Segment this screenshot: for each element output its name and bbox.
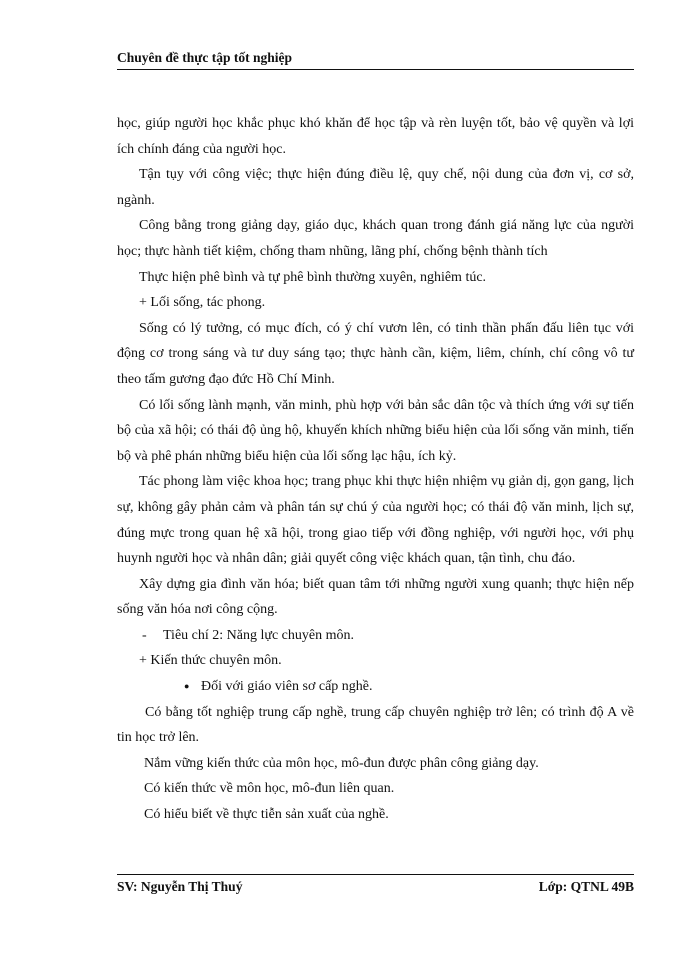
footer-rule — [117, 874, 634, 875]
footer-class: Lớp: QTNL 49B — [538, 879, 634, 894]
paragraph: Công bằng trong giảng dạy, giáo dục, khách quan trong đánh giá năng lực của người học; thực hành tiết kiệm, chống tham nhũng, lãng phí, chống bệnh thành tích — [117, 218, 634, 259]
criterion-text: Tiêu chí 2: Năng lực chuyên môn. — [163, 627, 354, 643]
paragraph: Có hiểu biết về thực tiễn sản xuất của nghề. — [144, 807, 389, 823]
bullet-line — [117, 674, 634, 700]
paragraph: học, giúp người học khắc phục khó khăn để học tập và rèn luyện tốt, bảo vệ quyền và lợi ích chính đáng của người học. — [117, 116, 634, 157]
footer-student: SV: Nguyễn Thị Thuý — [117, 879, 243, 894]
paragraph: Xây dựng gia đình văn hóa; biết quan tâm tới những người xung quanh; thực hiện nếp sống văn hóa nơi công cộng. — [117, 576, 634, 618]
subheading: + Lối sống, tác phong. — [139, 295, 266, 311]
header-rule — [117, 69, 634, 70]
dash-marker: - — [142, 627, 147, 643]
paragraph: Có bằng tốt nghiệp trung cấp nghề, trung cấp chuyên nghiệp trở lên; có trình độ A về tin học trở lên. — [117, 704, 634, 746]
paragraph: Nắm vững kiến thức của môn học, mô-đun được phân công giảng dạy. — [144, 755, 539, 771]
paragraph: Tác phong làm việc khoa học; trang phục khi thực hiện nhiệm vụ giản dị, gọn gang, lịch sự, không gây phản cảm và phân tán sự chú ý của người học; có thái độ văn minh, lịch sự, đúng mực trong quan hệ xã hội, trong giao tiếp với đồng nghiệp, với người học, với phụ huynh người học và nhân dân; giải quyết công việc khách quan, tận tình, chu đáo. — [117, 474, 634, 567]
paragraph: Có kiến thức về môn học, mô-đun liên quan. — [144, 781, 395, 797]
paragraph: Thực hiện phê bình và tự phê bình thường xuyên, nghiêm túc. — [139, 269, 487, 285]
bullet-icon: ● — [184, 681, 190, 692]
paragraph: Sống có lý tưởng, có mục đích, có ý chí vươn lên, có tinh thần phấn đấu liên tục với động cơ trong sáng và tư duy sáng tạo; thực hành cần, kiệm, liêm, chính, chí công vô tư theo tấm gương đạo đức Hồ Chí Minh. — [117, 320, 634, 387]
document-body — [117, 111, 634, 828]
page-header — [117, 50, 634, 66]
paragraph: Tận tụy với công việc; thực hiện đúng điều lệ, quy chế, nội dung của đơn vị, cơ sở, ngành. — [117, 167, 634, 208]
paragraph: Có lối sống lành mạnh, văn minh, phù hợp với bản sắc dân tộc và thích ứng với sự tiến bộ của xã hội; có thái độ ủng hộ, khuyến khích những biểu hiện của lối sống văn minh, tiến bộ và phê phán những biểu hiện của lối sống lạc hậu, ích kỷ. — [117, 397, 634, 464]
page-footer — [117, 879, 634, 895]
bullet-text: Đối với giáo viên sơ cấp nghề. — [201, 679, 373, 695]
criterion-line — [117, 623, 634, 649]
subheading: + Kiến thức chuyên môn. — [139, 653, 282, 669]
header-title: Chuyên đề thực tập tốt nghiệp — [117, 50, 292, 65]
